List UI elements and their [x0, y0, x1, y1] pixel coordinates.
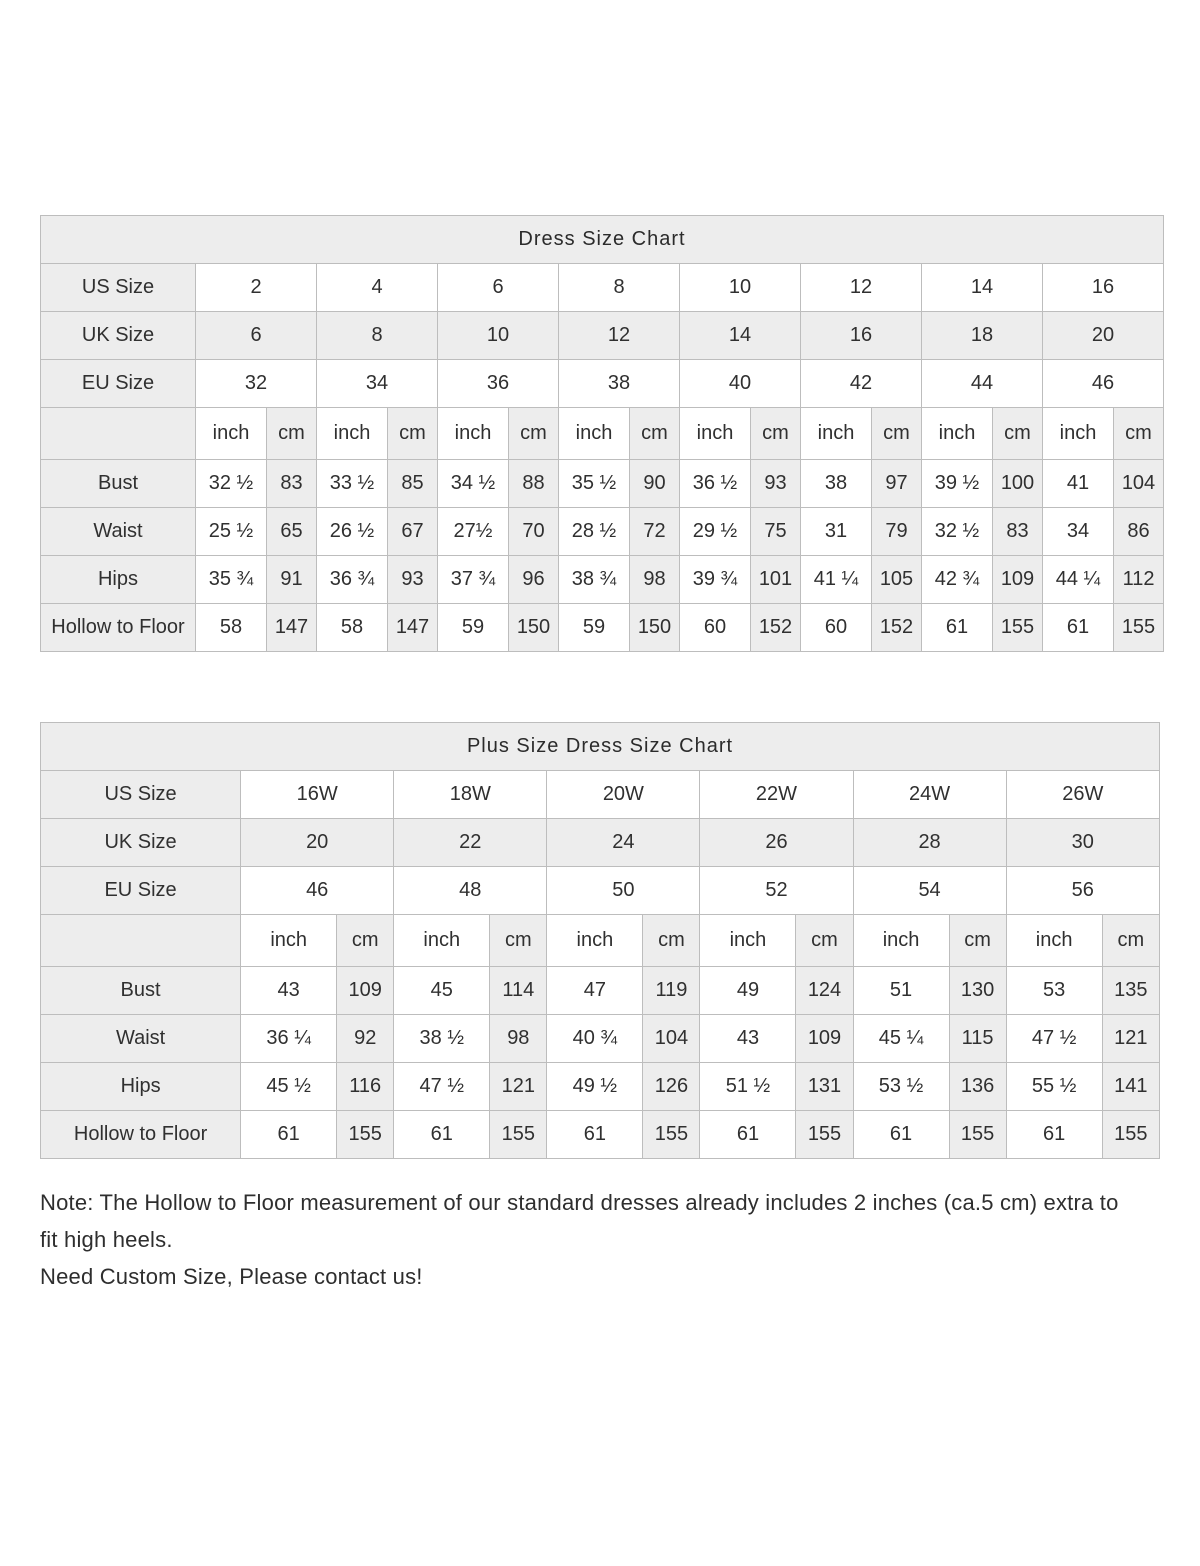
size-value: 42	[801, 360, 922, 408]
measure-value-inch: 36 ¼	[241, 1015, 337, 1063]
size-value: 54	[853, 867, 1006, 915]
size-value: 38	[559, 360, 680, 408]
measure-value-cm: 155	[949, 1111, 1006, 1159]
measure-value-cm: 141	[1102, 1063, 1159, 1111]
measure-value-cm: 152	[751, 604, 801, 652]
unit-label-inch: inch	[680, 408, 751, 460]
measure-value-inch: 60	[680, 604, 751, 652]
unit-label-inch: inch	[438, 408, 509, 460]
row-label: Hollow to Floor	[41, 1111, 241, 1159]
measure-value-cm: 67	[388, 508, 438, 556]
measure-value-cm: 100	[993, 460, 1043, 508]
chart-gap	[40, 652, 1160, 722]
measure-value-cm: 147	[388, 604, 438, 652]
unit-label-cm: cm	[337, 915, 394, 967]
measure-value-inch: 42 ¾	[922, 556, 993, 604]
row-label: US Size	[41, 771, 241, 819]
size-value: 2	[196, 264, 317, 312]
size-value: 8	[559, 264, 680, 312]
unit-label-inch: inch	[801, 408, 872, 460]
measure-value-inch: 41 ¼	[801, 556, 872, 604]
measure-value-cm: 97	[872, 460, 922, 508]
measure-value-cm: 93	[751, 460, 801, 508]
measure-value-cm: 109	[337, 967, 394, 1015]
measure-value-cm: 88	[509, 460, 559, 508]
measure-value-cm: 150	[509, 604, 559, 652]
size-value: 44	[922, 360, 1043, 408]
size-value: 30	[1006, 819, 1159, 867]
measure-value-cm: 121	[1102, 1015, 1159, 1063]
measure-value-cm: 75	[751, 508, 801, 556]
measure-value-inch: 31	[801, 508, 872, 556]
measure-value-inch: 47	[547, 967, 643, 1015]
measure-value-inch: 58	[317, 604, 388, 652]
size-value: 24W	[853, 771, 1006, 819]
size-value: 16	[1043, 264, 1164, 312]
measure-value-inch: 33 ½	[317, 460, 388, 508]
unit-label-inch: inch	[196, 408, 267, 460]
measure-value-cm: 135	[1102, 967, 1159, 1015]
measure-value-inch: 41	[1043, 460, 1114, 508]
measure-value-cm: 136	[949, 1063, 1006, 1111]
measure-value-inch: 35 ¾	[196, 556, 267, 604]
standard-table	[40, 215, 1164, 652]
measure-value-inch: 32 ½	[922, 508, 993, 556]
unit-label-inch: inch	[559, 408, 630, 460]
measure-value-inch: 47 ½	[1006, 1015, 1102, 1063]
row-label: UK Size	[41, 819, 241, 867]
size-value: 24	[547, 819, 700, 867]
measure-value-inch: 61	[1043, 604, 1114, 652]
measure-value-inch: 29 ½	[680, 508, 751, 556]
size-value: 52	[700, 867, 853, 915]
unit-row-label	[41, 915, 241, 967]
measure-value-cm: 104	[643, 1015, 700, 1063]
measure-value-cm: 114	[490, 967, 547, 1015]
measure-value-cm: 109	[993, 556, 1043, 604]
note-line-1: Note: The Hollow to Floor measurement of our standard dresses already includes 2 inches (ca.5 cm) extra to	[40, 1190, 1119, 1215]
measure-value-inch: 61	[853, 1111, 949, 1159]
row-label: Hollow to Floor	[41, 604, 196, 652]
unit-label-inch: inch	[700, 915, 796, 967]
measure-value-inch: 61	[547, 1111, 643, 1159]
size-value: 22W	[700, 771, 853, 819]
unit-label-cm: cm	[872, 408, 922, 460]
unit-label-cm: cm	[949, 915, 1006, 967]
measure-value-cm: 155	[1102, 1111, 1159, 1159]
row-label: Bust	[41, 460, 196, 508]
measure-value-inch: 36 ½	[680, 460, 751, 508]
measure-value-inch: 49	[700, 967, 796, 1015]
measure-value-inch: 45 ¼	[853, 1015, 949, 1063]
measure-value-cm: 119	[643, 967, 700, 1015]
measure-value-inch: 43	[241, 967, 337, 1015]
measure-value-inch: 38 ¾	[559, 556, 630, 604]
size-value: 16	[801, 312, 922, 360]
unit-label-cm: cm	[1114, 408, 1164, 460]
size-value: 6	[438, 264, 559, 312]
unit-label-inch: inch	[1043, 408, 1114, 460]
measure-value-inch: 49 ½	[547, 1063, 643, 1111]
measure-value-inch: 35 ½	[559, 460, 630, 508]
measure-value-cm: 112	[1114, 556, 1164, 604]
size-value: 36	[438, 360, 559, 408]
measure-value-cm: 98	[490, 1015, 547, 1063]
size-value: 4	[317, 264, 438, 312]
measure-value-inch: 38	[801, 460, 872, 508]
measure-value-inch: 37 ¾	[438, 556, 509, 604]
unit-label-cm: cm	[630, 408, 680, 460]
measure-value-inch: 61	[394, 1111, 490, 1159]
measure-value-inch: 25 ½	[196, 508, 267, 556]
size-value: 20	[1043, 312, 1164, 360]
measure-value-cm: 90	[630, 460, 680, 508]
unit-label-inch: inch	[547, 915, 643, 967]
measure-value-cm: 115	[949, 1015, 1006, 1063]
size-value: 56	[1006, 867, 1159, 915]
measure-value-inch: 61	[1006, 1111, 1102, 1159]
row-label: Bust	[41, 967, 241, 1015]
size-value: 6	[196, 312, 317, 360]
measure-value-cm: 155	[643, 1111, 700, 1159]
measure-value-cm: 83	[993, 508, 1043, 556]
note-line-3: Need Custom Size, Please contact us!	[40, 1264, 423, 1289]
measure-value-inch: 51 ½	[700, 1063, 796, 1111]
measure-value-cm: 91	[267, 556, 317, 604]
size-value: 20W	[547, 771, 700, 819]
standard-size-chart	[40, 215, 1160, 652]
standard-chart-title: Dress Size Chart	[41, 216, 1164, 264]
measure-value-cm: 155	[337, 1111, 394, 1159]
measure-value-inch: 59	[559, 604, 630, 652]
size-value: 28	[853, 819, 1006, 867]
measure-value-cm: 101	[751, 556, 801, 604]
measure-value-inch: 53	[1006, 967, 1102, 1015]
size-value: 46	[1043, 360, 1164, 408]
plus-table	[40, 722, 1160, 1159]
measure-value-inch: 40 ¾	[547, 1015, 643, 1063]
size-value: 10	[680, 264, 801, 312]
row-label: Hips	[41, 556, 196, 604]
measure-value-inch: 53 ½	[853, 1063, 949, 1111]
row-label: US Size	[41, 264, 196, 312]
measure-value-inch: 58	[196, 604, 267, 652]
measure-value-cm: 96	[509, 556, 559, 604]
unit-label-cm: cm	[388, 408, 438, 460]
row-label: EU Size	[41, 867, 241, 915]
measure-value-cm: 116	[337, 1063, 394, 1111]
size-value: 10	[438, 312, 559, 360]
unit-label-cm: cm	[509, 408, 559, 460]
measure-value-inch: 45	[394, 967, 490, 1015]
measure-value-inch: 34	[1043, 508, 1114, 556]
measure-value-cm: 131	[796, 1063, 853, 1111]
measure-value-cm: 98	[630, 556, 680, 604]
measure-value-cm: 79	[872, 508, 922, 556]
note-block	[40, 1184, 1160, 1295]
size-value: 40	[680, 360, 801, 408]
measure-value-cm: 124	[796, 967, 853, 1015]
measure-value-cm: 86	[1114, 508, 1164, 556]
measure-value-cm: 155	[796, 1111, 853, 1159]
measure-value-inch: 43	[700, 1015, 796, 1063]
unit-label-cm: cm	[490, 915, 547, 967]
unit-label-inch: inch	[1006, 915, 1102, 967]
size-value: 22	[394, 819, 547, 867]
measure-value-inch: 60	[801, 604, 872, 652]
measure-value-cm: 105	[872, 556, 922, 604]
measure-value-inch: 27½	[438, 508, 509, 556]
measure-value-inch: 47 ½	[394, 1063, 490, 1111]
unit-label-inch: inch	[317, 408, 388, 460]
measure-value-cm: 155	[1114, 604, 1164, 652]
unit-label-inch: inch	[853, 915, 949, 967]
measure-value-inch: 32 ½	[196, 460, 267, 508]
measure-value-cm: 147	[267, 604, 317, 652]
size-value: 48	[394, 867, 547, 915]
measure-value-inch: 34 ½	[438, 460, 509, 508]
measure-value-cm: 150	[630, 604, 680, 652]
size-value: 20	[241, 819, 394, 867]
size-value: 32	[196, 360, 317, 408]
size-value: 12	[559, 312, 680, 360]
measure-value-cm: 130	[949, 967, 1006, 1015]
unit-label-cm: cm	[993, 408, 1043, 460]
measure-value-inch: 38 ½	[394, 1015, 490, 1063]
size-value: 18W	[394, 771, 547, 819]
row-label: Waist	[41, 1015, 241, 1063]
unit-label-cm: cm	[1102, 915, 1159, 967]
measure-value-cm: 121	[490, 1063, 547, 1111]
measure-value-cm: 104	[1114, 460, 1164, 508]
measure-value-inch: 61	[241, 1111, 337, 1159]
measure-value-inch: 44 ¼	[1043, 556, 1114, 604]
measure-value-inch: 45 ½	[241, 1063, 337, 1111]
unit-label-cm: cm	[267, 408, 317, 460]
row-label: Hips	[41, 1063, 241, 1111]
plus-size-chart	[40, 722, 1160, 1159]
measure-value-cm: 92	[337, 1015, 394, 1063]
size-value: 46	[241, 867, 394, 915]
note-line-2: fit high heels.	[40, 1227, 173, 1252]
plus-chart-title: Plus Size Dress Size Chart	[41, 723, 1160, 771]
unit-label-inch: inch	[394, 915, 490, 967]
measure-value-cm: 85	[388, 460, 438, 508]
measure-value-cm: 72	[630, 508, 680, 556]
measure-value-inch: 61	[922, 604, 993, 652]
measure-value-inch: 26 ½	[317, 508, 388, 556]
size-value: 8	[317, 312, 438, 360]
measure-value-cm: 109	[796, 1015, 853, 1063]
measure-value-cm: 155	[993, 604, 1043, 652]
measure-value-cm: 155	[490, 1111, 547, 1159]
unit-label-inch: inch	[922, 408, 993, 460]
measure-value-inch: 61	[700, 1111, 796, 1159]
size-value: 18	[922, 312, 1043, 360]
size-value: 16W	[241, 771, 394, 819]
measure-value-inch: 39 ½	[922, 460, 993, 508]
unit-label-cm: cm	[643, 915, 700, 967]
size-value: 12	[801, 264, 922, 312]
unit-label-cm: cm	[751, 408, 801, 460]
measure-value-inch: 55 ½	[1006, 1063, 1102, 1111]
row-label: EU Size	[41, 360, 196, 408]
measure-value-cm: 126	[643, 1063, 700, 1111]
measure-value-cm: 152	[872, 604, 922, 652]
size-value: 26W	[1006, 771, 1159, 819]
unit-label-inch: inch	[241, 915, 337, 967]
row-label: Waist	[41, 508, 196, 556]
unit-row-label	[41, 408, 196, 460]
measure-value-inch: 36 ¾	[317, 556, 388, 604]
measure-value-inch: 28 ½	[559, 508, 630, 556]
measure-value-cm: 83	[267, 460, 317, 508]
unit-label-cm: cm	[796, 915, 853, 967]
measure-value-cm: 65	[267, 508, 317, 556]
size-value: 14	[680, 312, 801, 360]
measure-value-inch: 59	[438, 604, 509, 652]
measure-value-inch: 39 ¾	[680, 556, 751, 604]
measure-value-inch: 51	[853, 967, 949, 1015]
measure-value-cm: 93	[388, 556, 438, 604]
size-value: 26	[700, 819, 853, 867]
size-value: 34	[317, 360, 438, 408]
measure-value-cm: 70	[509, 508, 559, 556]
row-label: UK Size	[41, 312, 196, 360]
size-value: 50	[547, 867, 700, 915]
size-value: 14	[922, 264, 1043, 312]
